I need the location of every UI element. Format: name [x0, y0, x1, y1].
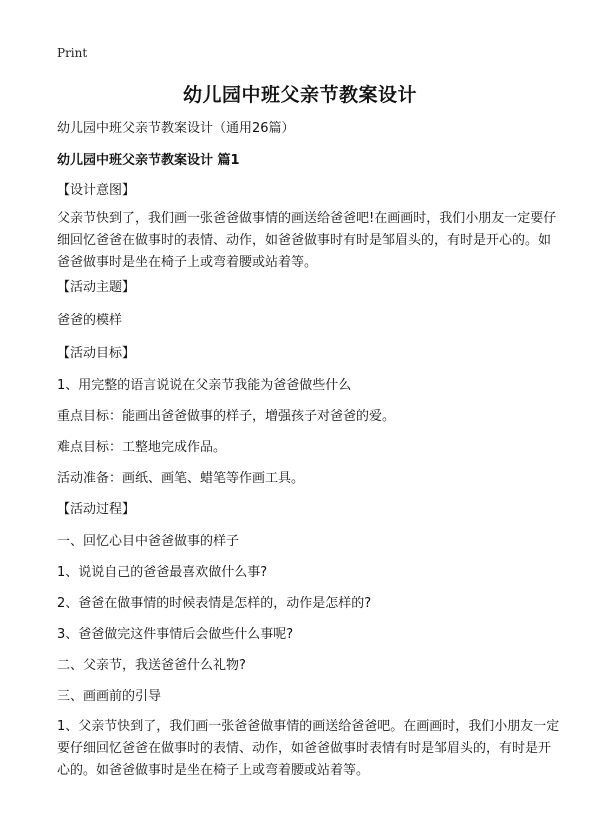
hard-goal: 难点目标：工整地完成作品。	[57, 440, 227, 455]
process-heading: 【活动过程】	[57, 502, 136, 517]
goal-item: 1、用完整的语言说说在父亲节我能为爸爸做些什么	[57, 378, 352, 393]
question-item: 1、说说自己的爸爸最喜欢做什么事?	[57, 565, 268, 580]
activity-prep: 活动准备：画纸、画笔、蜡笔等作画工具。	[57, 471, 305, 486]
question-item: 3、爸爸做完这件事情后会做些什么事呢?	[57, 627, 294, 642]
step-item: 一、回忆心目中爸爸做事的样子	[57, 534, 240, 549]
print-label[interactable]: Print	[57, 46, 88, 60]
design-paragraph: 父亲节快到了，我们画一张爸爸做事情的画送给爸爸吧!在画画时，我们小朋友一定要仔细回忆爸爸在做事时的表情、动作，如爸爸做事时有时是邹眉头的，有时是开心的。如爸爸做事时是坐在椅子上或弯着腰或站着等。	[57, 211, 557, 270]
step-item: 三、画画前的引导	[57, 689, 162, 704]
theme-heading: 【活动主题】	[57, 280, 136, 295]
question-item: 2、爸爸在做事情的时候表情是怎样的，动作是怎样的?	[57, 596, 372, 611]
document-title: 幼儿园中班父亲节教案设计	[182, 84, 417, 106]
document-subtitle: 幼儿园中班父亲节教案设计（通用26篇）	[57, 121, 295, 136]
section-title: 幼儿园中班父亲节教案设计 篇1	[57, 153, 240, 168]
step-item: 二、父亲节，我送爸爸什么礼物?	[57, 658, 246, 673]
design-heading: 【设计意图】	[57, 183, 136, 198]
goal-heading: 【活动目标】	[57, 346, 136, 361]
theme-text: 爸爸的模样	[57, 313, 123, 328]
key-goal: 重点目标：能画出爸爸做事的样子，增强孩子对爸爸的爱。	[57, 409, 396, 424]
guide-paragraph: 1、父亲节快到了，我们画一张爸爸做事情的画送给爸爸吧。在画画时，我们小朋友一定要仔细回忆爸爸在做事时的表情、动作，如爸爸做事时表情有时是邹眉头的，有时是开心的。如爸爸做事时是坐在椅子上或弯着腰或站着等。	[57, 719, 560, 778]
